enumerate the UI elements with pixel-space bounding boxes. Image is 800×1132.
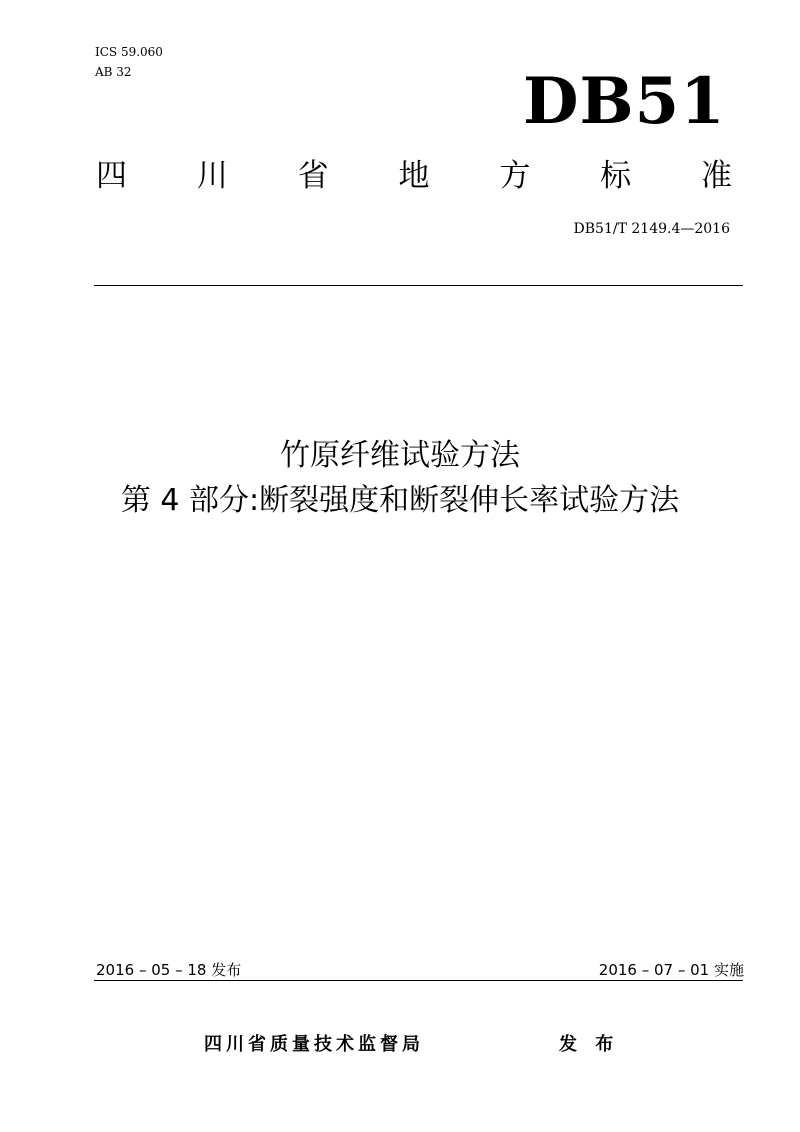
standard-type-char: 标 — [600, 158, 632, 194]
publish-label: 发 布 — [559, 1034, 620, 1055]
standard-type-char: 省 — [297, 158, 329, 194]
issuing-authority: 四川省质量技术监督局 — [204, 1034, 424, 1055]
standard-type — [96, 156, 732, 196]
implementation-date: 2016 – 07 – 01 实施 — [598, 961, 744, 979]
code-block — [95, 42, 163, 82]
document-subtitle: 第 4 部分:断裂强度和断裂伸长率试验方法 — [120, 483, 680, 518]
standard-type-char: 地 — [398, 158, 430, 194]
issue-date: 2016 – 05 – 18 发布 — [96, 961, 242, 979]
ab-code: AB 32 — [95, 65, 132, 79]
document-title: 竹原纤维试验方法 — [280, 438, 520, 473]
standard-type-char: 方 — [499, 158, 531, 194]
standard-type-char: 四 — [96, 158, 127, 194]
ics-code: ICS 59.060 — [95, 45, 163, 59]
header-divider — [94, 285, 743, 286]
footer-divider — [94, 980, 743, 981]
standard-number: DB51/T 2149.4—2016 — [573, 221, 730, 237]
standard-type-char: 川 — [196, 158, 228, 194]
standard-type-char: 准 — [700, 158, 732, 194]
db51-logo: DB51 — [523, 64, 726, 139]
